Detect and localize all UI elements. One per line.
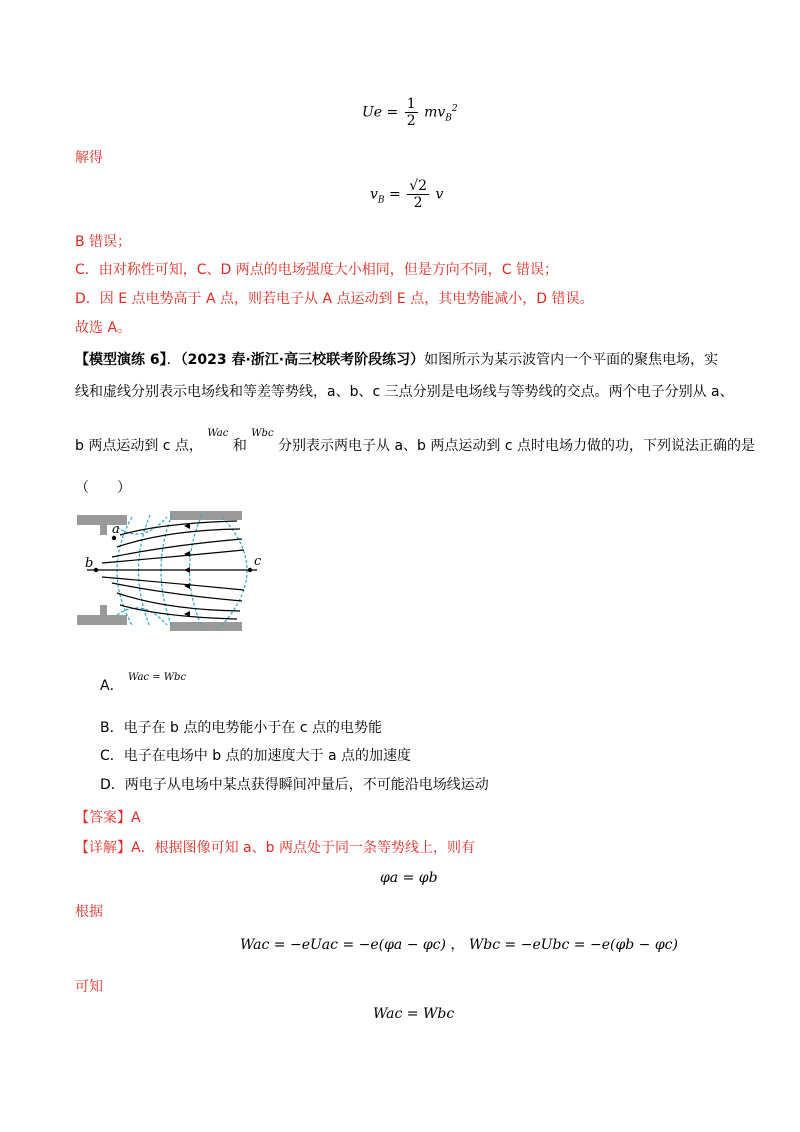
question-line-1: 如图所示为某示波管内一个平面的聚焦电场，实 bbox=[424, 352, 719, 368]
text-genju: 根据 bbox=[75, 904, 103, 920]
formula-work-bc: Wbc = −eUbc = −e(φb − φc) bbox=[468, 937, 678, 953]
text-option-c-analysis: C．由对称性可知，C、D 两点的电场强度大小相同，但是方向不同，C 错误； bbox=[75, 262, 559, 278]
field-arrows bbox=[184, 523, 190, 617]
option-c: C．电子在电场中 b 点的加速度大于 a 点的加速度 bbox=[100, 748, 412, 764]
equipotential-line bbox=[161, 515, 172, 627]
question-line-3 bbox=[75, 428, 755, 458]
formula-velocity bbox=[370, 178, 443, 211]
work-wbc: Wbc bbox=[251, 428, 274, 439]
work-wac: Wac bbox=[207, 428, 229, 439]
point-c bbox=[248, 568, 252, 572]
formula-kinetic-energy bbox=[362, 96, 458, 129]
question-line-3a: b 两点运动到 c 点， bbox=[75, 438, 203, 454]
top-right-electrode bbox=[170, 511, 242, 520]
fraction-numerator: √2 bbox=[409, 178, 428, 194]
text-option-d-analysis: D．因 E 点电势高于 A 点，则若电子从 A 点运动到 E 点，其电势能减小，D 错误。 bbox=[75, 291, 594, 307]
formula-rhs: v bbox=[435, 186, 444, 203]
option-a bbox=[100, 666, 187, 694]
arrow-icon bbox=[184, 567, 190, 573]
fraction bbox=[407, 178, 429, 211]
question-bracket: （ ） bbox=[75, 480, 131, 496]
focusing-field-figure bbox=[72, 505, 272, 635]
conjunction-he: 和 bbox=[232, 438, 247, 454]
label-b: b bbox=[85, 556, 94, 571]
formula-work bbox=[240, 934, 678, 954]
fraction-numerator: 1 bbox=[406, 96, 416, 112]
question-line-3b: 分别表示两电子从 a、b 两点运动到 c 点时电场力做的功，下列说法正确的是 bbox=[278, 438, 755, 454]
field-line bbox=[102, 577, 244, 590]
option-b: B．电子在 b 点的电势能小于在 c 点的电势能 bbox=[100, 720, 382, 736]
question-tag: 【模型演练 6】 bbox=[75, 352, 167, 368]
text-jiede: 解得 bbox=[75, 150, 103, 166]
text-b-wrong: B 错误； bbox=[75, 234, 132, 250]
equipotential-line bbox=[222, 517, 247, 625]
text-choose-a: 故选 A。 bbox=[75, 320, 132, 336]
detail: 【详解】A．根据图像可知 a、b 两点处于同一条等势线上，则有 bbox=[75, 840, 475, 856]
formula-equipotential: φa = φb bbox=[380, 870, 438, 886]
formula-lhs: Ue = bbox=[362, 104, 399, 121]
field-line bbox=[102, 550, 244, 563]
fraction-denominator: 2 bbox=[413, 195, 423, 211]
formula-lhs: v bbox=[370, 186, 378, 203]
subscript: B bbox=[377, 195, 385, 206]
equals-sign: = bbox=[389, 186, 401, 203]
bottom-left-electrode bbox=[77, 605, 127, 625]
question-source: （2023 春·浙江·高三校联考阶段练习） bbox=[180, 352, 425, 368]
question-dot: ． bbox=[166, 352, 181, 368]
answer: 【答案】A bbox=[75, 810, 141, 826]
bottom-right-electrode bbox=[170, 622, 242, 631]
text-kezhi: 可知 bbox=[75, 979, 103, 995]
formula-separator: ， bbox=[450, 937, 465, 953]
formula-work-ac: Wac = −eUac = −e(φa − φc) bbox=[240, 937, 446, 953]
option-a-formula: Wac = Wbc bbox=[128, 672, 187, 683]
fraction bbox=[405, 96, 418, 129]
point-b bbox=[94, 568, 98, 572]
fraction-denominator: 2 bbox=[406, 113, 416, 129]
label-c: c bbox=[254, 554, 262, 569]
question-header bbox=[75, 350, 718, 370]
question-line-2: 线和虚线分别表示电场线和等差等势线，a、b、c 三点分别是电场线与等势线的交点。两个电子分别从 a、 bbox=[75, 384, 734, 400]
field-line bbox=[112, 539, 242, 557]
option-a-label: A． bbox=[100, 678, 124, 694]
formula-conclusion: Wac = Wbc bbox=[373, 1006, 455, 1022]
subscript: B bbox=[445, 113, 452, 124]
formula-rhs: mv bbox=[424, 104, 446, 121]
label-a: a bbox=[112, 522, 120, 537]
option-d: D．两电子从电场中某点获得瞬间冲量后，不可能沿电场线运动 bbox=[100, 777, 489, 793]
superscript: 2 bbox=[451, 103, 458, 114]
field-line bbox=[112, 583, 242, 601]
